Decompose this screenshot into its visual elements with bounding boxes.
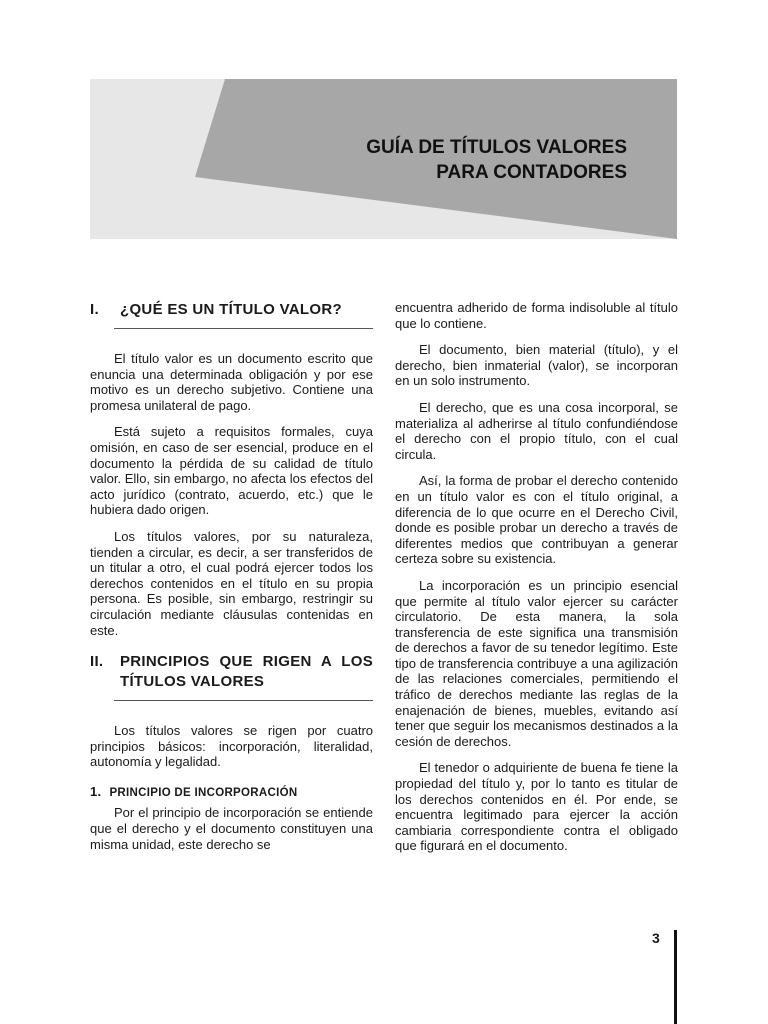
paragraph: El tenedor o adquiriente de buena fe tiene la propiedad del título y, por lo tanto es titular de los derechos contenidos en él. Por ende, se encuentra legitimado para ejercer la acción cambiaria correspondiente contra el obligado que figurará en el documento.: [395, 760, 678, 854]
section-divider: [114, 328, 373, 329]
section-divider: [114, 700, 373, 701]
section-1-number: I.: [90, 301, 99, 318]
title-line-2: PARA CONTADORES: [436, 162, 627, 183]
paragraph: Los títulos valores, por su naturaleza, tienden a circular, es decir, a ser transferidos de un titular a otro, el cual podrá ejercer todos los derechos contenidos en el título en su propia persona. Es posible, sin embargo, restringir su circulación mediante cláusulas contenidas en este.: [90, 528, 373, 638]
page-edge-bar: [674, 930, 677, 1024]
section-2-title: PRINCIPIOS QUE RIGEN A LOS TÍTULOS VALORES: [120, 653, 373, 691]
paragraph: El título valor es un documento escrito que enuncia una determinada obligación y por ese motivo es un derecho subjetivo. Contiene una promesa unilateral de pago.: [90, 351, 373, 413]
page-number: 3: [652, 930, 660, 946]
paragraph: La incorporación es un principio esencial que permite al título valor ejercer su carácter circulatorio. De esta manera, la sola transferencia de este significa una transmisión de derechos a favor de su tenedor legítimo. Este tipo de transferencia contribuye a una agilización de las relaciones comerciales, permitiendo el tráfico de derechos mediante las reglas de la enajenación de bienes, muebles, evitando así tener que seguir los mecanismos destinados a la cesión de derechos.: [395, 577, 678, 749]
header-banner: [90, 79, 677, 239]
paragraph: encuentra adherido de forma indisoluble al título que lo contiene.: [395, 300, 678, 331]
section-1-heading: [90, 300, 373, 320]
subsection-number: 1.: [90, 783, 102, 799]
right-column: [395, 300, 678, 865]
paragraph: Los títulos valores se rigen por cuatro principios básicos: incorporación, literalidad, autonomía y legalidad.: [90, 723, 373, 770]
document-title: [366, 135, 627, 185]
section-2-number: II.: [90, 653, 104, 671]
section-2-heading: [90, 652, 373, 692]
paragraph: Así, la forma de probar el derecho contenido en un título valor es con el título original, a diferencia de lo que ocurre en el Derecho Civil, donde es posible probar un derecho a través de diferentes medios que contribuyan a generar certeza sobre su existencia.: [395, 473, 678, 567]
paragraph: El documento, bien material (título), y el derecho, bien inmaterial (valor), se incorporan en un solo instrumento.: [395, 342, 678, 389]
paragraph: Está sujeto a requisitos formales, cuya omisión, en caso de ser esencial, produce en el documento la pérdida de su calidad de título valor. Ello, sin embargo, no afecta los efectos del acto jurídico (contrato, acuerdo, etc.) que le hubiera dado origen.: [90, 424, 373, 518]
section-1-title: ¿QUÉ ES UN TÍTULO VALOR?: [120, 301, 342, 318]
subsection-heading: [90, 784, 373, 802]
paragraph: Por el principio de incorporación se entiende que el derecho y el documento constituyen una misma unidad, este derecho se: [90, 805, 373, 852]
paragraph: El derecho, que es una cosa incorporal, se materializa al adherirse al título confundiéndose el derecho con el propio título, con el cual circula.: [395, 399, 678, 462]
left-column: [90, 300, 373, 863]
title-line-1: GUÍA DE TÍTULOS VALORES: [366, 137, 627, 158]
subsection-title: PRINCIPIO DE INCORPORACIÓN: [109, 786, 298, 799]
